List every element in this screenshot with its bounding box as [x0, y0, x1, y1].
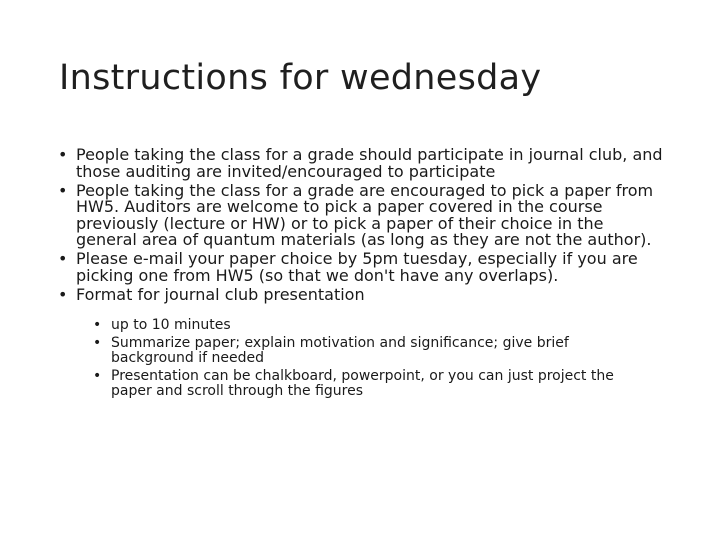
- sub-bullet-dot-icon: •: [93, 317, 102, 333]
- bullet-text: People taking the class for a grade should participate in journal club, and those auditing are invited/encouraged to participate: [76, 145, 663, 181]
- bullet-dot-icon: •: [58, 180, 68, 200]
- sub-bullet-text: Presentation can be chalkboard, powerpoint, or you can just project the paper and scroll through the figures: [111, 368, 614, 399]
- bullet-item: [58, 251, 668, 284]
- bullet-list: [58, 147, 668, 303]
- sub-bullet-list: [93, 318, 653, 399]
- bullet-item: [58, 284, 668, 304]
- bullet-dot-icon: •: [58, 284, 68, 304]
- slide-title: Instructions for wednesday: [59, 58, 542, 98]
- bullet-dot-icon: •: [58, 249, 68, 268]
- bullet-text: Please e-mail your paper choice by 5pm tuesday, especially if you are picking one from HW5 (so that we don't have any overlaps).: [76, 249, 638, 285]
- sub-bullet-dot-icon: •: [93, 368, 102, 384]
- bullet-item: [58, 147, 668, 180]
- sub-bullet-item: [93, 318, 653, 333]
- sub-bullet-text: Summarize paper; explain motivation and significance; give brief background if needed: [111, 335, 569, 366]
- bullet-text: People taking the class for a grade are encouraged to pick a paper from HW5. Auditors are welcome to pick a paper covered in the course previously (lecture or HW) or to pick a paper of their choice in the general area of quantum materials (as long as they are not the author).: [76, 180, 654, 249]
- sub-bullet-item: [93, 336, 653, 366]
- bullet-item: [58, 180, 668, 249]
- sub-bullet-item: [93, 369, 653, 399]
- bullet-text: Format for journal club presentation: [76, 284, 365, 304]
- bullet-dot-icon: •: [58, 145, 68, 164]
- sub-bullet-text: up to 10 minutes: [111, 317, 231, 333]
- slide-body: [58, 147, 668, 402]
- sub-bullet-dot-icon: •: [93, 335, 102, 351]
